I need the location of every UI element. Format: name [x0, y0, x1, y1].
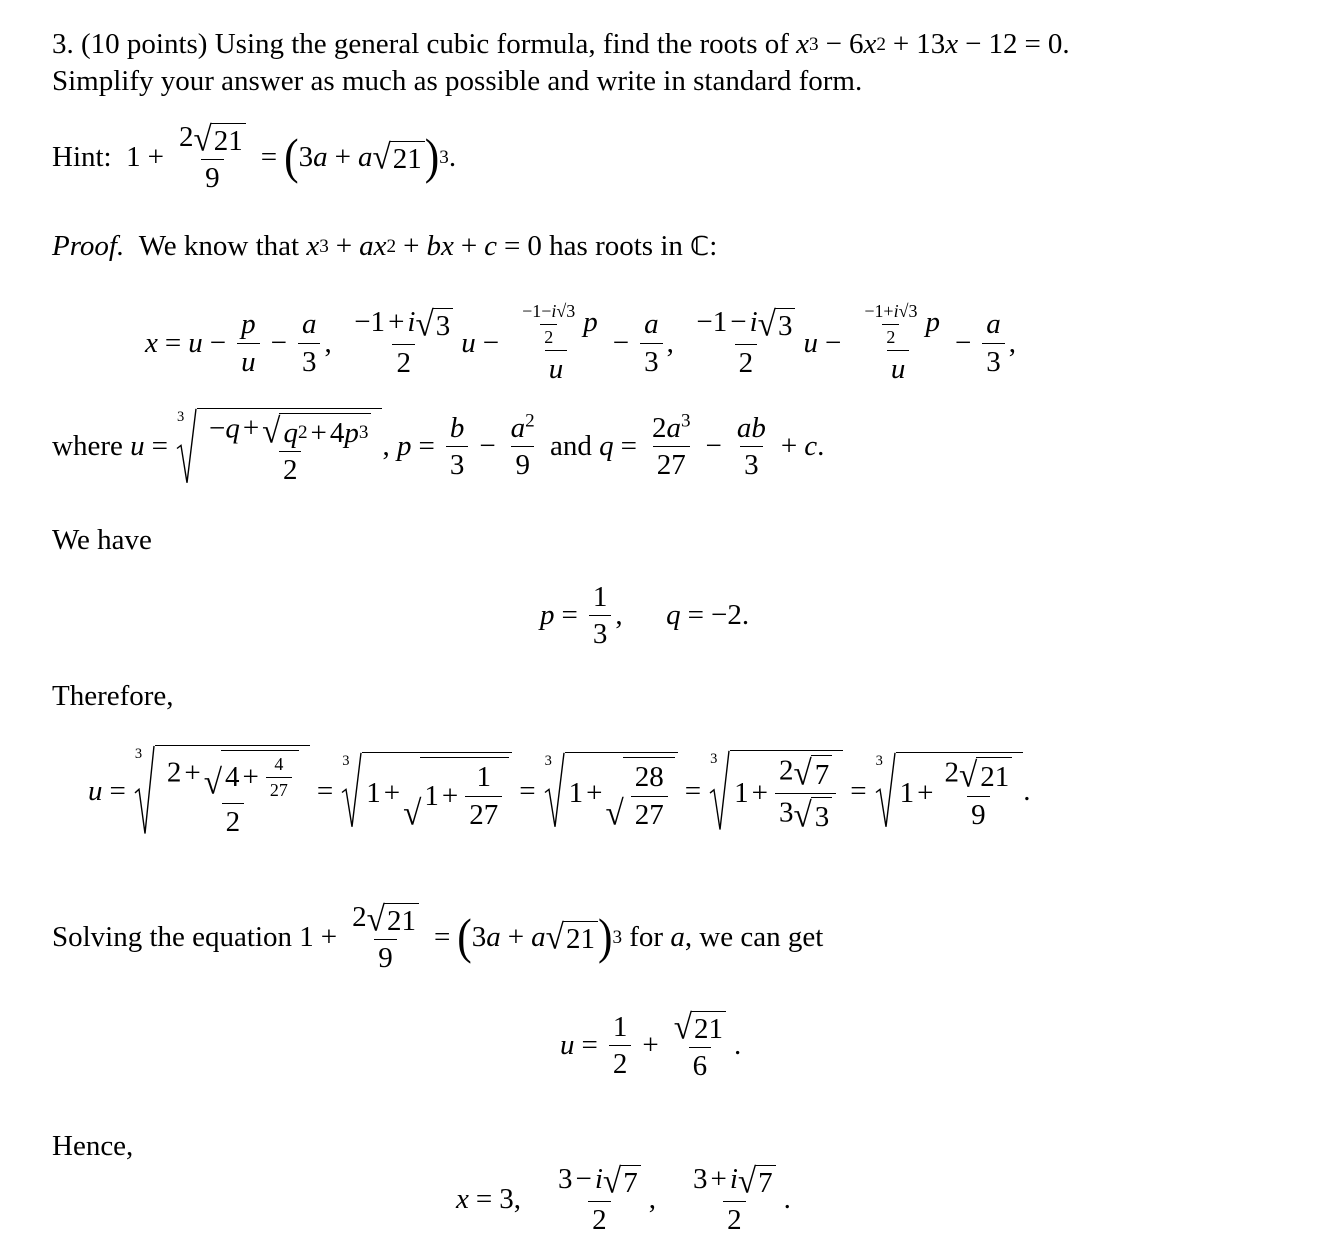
where-clause: where u = 3 −q + √ q 2 + 4 p 3 2 , p = $\frac{b}{3}$ − $\frac{a^2}{9}$ and q = $\frac{2a^3}{27}$ − $\frac{ab}{3}$ + c .	[52, 409, 825, 487]
solving-text: Solving the equation	[52, 921, 293, 954]
problem-statement: 3. (10 points) Using the general cubic formula, find the roots of	[52, 28, 789, 60]
proof-label: Proof.	[52, 230, 125, 262]
u-value: u = $\frac{1}{2}$ + √ 21 6 .	[560, 1007, 742, 1083]
therefore: Therefore,	[52, 680, 174, 712]
hint-label: Hint:	[52, 141, 112, 174]
final-roots: x = 3, 3 − i √ 7 2 , 3 + i √ 7 2 .	[456, 1161, 791, 1237]
problem-equation: x 3 − 6 x 2 + 13 x − 12 = 0.	[796, 28, 1070, 60]
hence: Hence,	[52, 1130, 134, 1162]
hint-line: Hint: 1 + 2 √ 21 9 = ( 3 a + a √ 21 ) 3 .	[52, 119, 457, 195]
problem-line-2: Simplify your answer as much as possible and write in standard form.	[52, 65, 863, 97]
pq-values: p = $\frac{1}{3}$ , q = −2.	[540, 581, 750, 651]
problem-line-1	[52, 30, 1070, 59]
u-chain: u = 3 2 + √ 4 + $\frac{4}{27}$ 2 = 3 1 + √ 1 + $\frac{1}{27}$ = 3 1 + √ $\frac{28}{27}$ = 3 1 + 2 √ 7 3 √ 3 = 3 1 + 2 √ 21 9 .	[88, 746, 1031, 838]
we-have: We have	[52, 524, 152, 556]
solving-line: Solving the equation 1 + 2 √ 21 9 = ( 3 a + a √ 21 ) 3 for a , we can get	[52, 899, 824, 975]
proof-intro: Proof. We know that x 3 + ax 2 + bx + c = 0 has roots in ℂ:	[52, 230, 718, 262]
roots-formula: x = u − $\frac{p}{u}$ − $\frac{a}{3}$ , −1 + i √ 3 2 u − $\frac{-1-i√3}{2}$ p u − $\frac{a}{3}$ , −1 − i √ 3 2 u − $\frac{-1+i√3}{2}$ p u − $\frac{a}{3}$ ,	[145, 301, 1017, 385]
